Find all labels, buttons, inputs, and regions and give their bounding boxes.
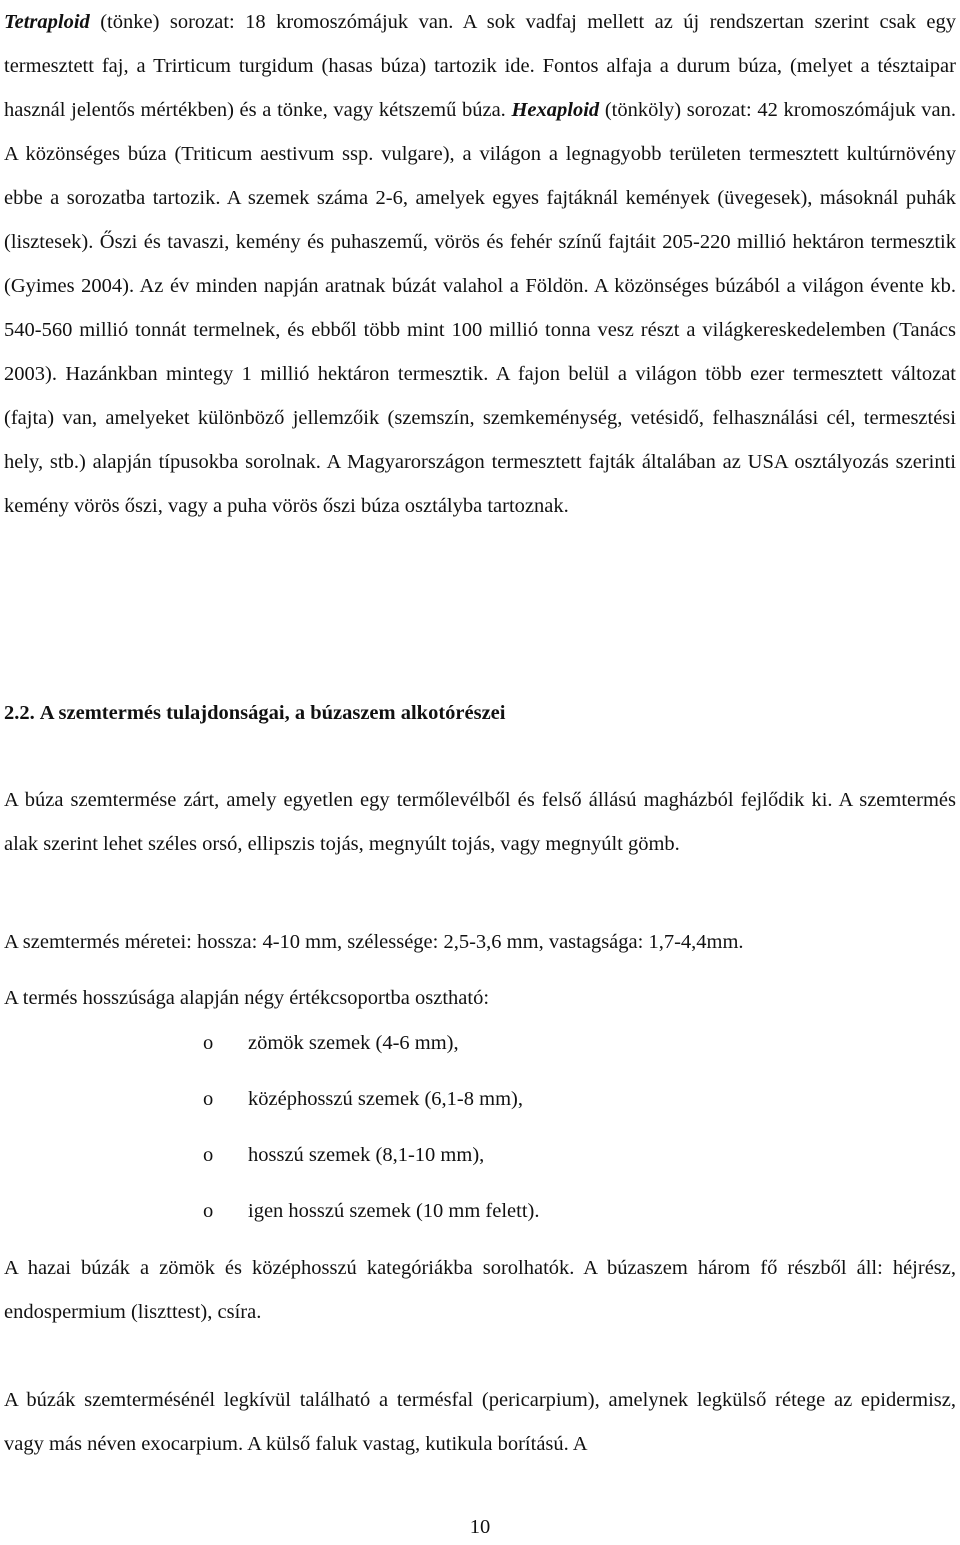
paragraph-grain-dimensions: A szemtermés méretei: hossza: 4-10 mm, szélessége: 2,5-3,6 mm, vastagsága: 1,7-4,4mm.: [4, 931, 744, 953]
bullet-icon: o: [203, 1032, 214, 1054]
hexaploid-description: (tönköly) sorozat: 42 kromoszómájuk van. A közönséges búza (Triticum aestivum ssp. vulgare), a világon a legnagyobb területen termesztett kultúrnövény ebbe a sorozatba tartozik. A szemek száma 2-6, amelyek egyes fajtáknál kemények (üvegesek), másoknál puhák (lisztesek). Őszi és tavaszi, kemény és puhaszemű, vörös és fehér színű fajtáit 205-220 millió hektáron termesztik (Gyimes 2004). Az év minden napján aratnak búzát valahol a Földön. A közönséges búzából a világon évente kb. 540-560 millió tonnát termelnek, és ebből több mint 100 millió tonna vesz részt a világkereskedelemben (Tanács 2003). Hazánkban mintegy 1 millió hektáron termesztik. A fajon belül a világon több ezer termesztett változat (fajta) van, amelyeket különböző jellemzőik (szemszín, szemkeménység, vetésidő, felhasználási cél, termesztési hely, stb.) alapján típusokba sorolnak. A Magyarországon termesztett fajták általában az USA osztályozás szerinti kemény vörös őszi, vagy a puha vörös őszi búza osztályba tartoznak.: [4, 99, 956, 517]
list-item-text: zömök szemek (4-6 mm),: [248, 1032, 459, 1054]
list-item: [0, 1189, 960, 1245]
paragraph-length-groups-intro: A termés hosszúsága alapján négy értékcsoportba osztható:: [4, 987, 490, 1009]
page-number: 10: [469, 1516, 491, 1538]
bullet-icon: o: [203, 1144, 214, 1166]
section-heading: [4, 695, 505, 731]
list-item: [0, 1133, 960, 1189]
paragraph-ploidy-series: [4, 0, 956, 528]
paragraph-pericarp: A búzák szemtermésénél legkívül található a termésfal (pericarpium), amelynek legkülső rétege az epidermisz, vagy más néven exocarpium. A külső faluk vastag, kutikula borítású. A: [4, 1389, 956, 1455]
term-hexaploid: Hexaploid: [511, 99, 600, 121]
list-item-text: hosszú szemek (8,1-10 mm),: [248, 1144, 485, 1166]
term-tetraploid: Tetraploid: [4, 11, 90, 33]
tetraploid-description: (tönke) sorozat: 18 kromoszómájuk van. A sok vadfaj mellett az új rendszertan szerint csak egy termesztett faj, a Trirticum turgidum (hasas búza) tartozik ide. Fontos alfaja a durum búza, (melyet a tésztaipar használ jelentős mértékben) és a tönke, vagy kétszemű búza.: [4, 11, 956, 121]
list-item: [0, 1077, 960, 1133]
bullet-icon: o: [203, 1200, 214, 1222]
paragraph-grain-shape: A búza szemtermése zárt, amely egyetlen egy termőlevélből és felső állású magházból fejlődik ki. A szemtermés alak szerint lehet széles orsó, ellipszis tojás, megnyúlt tojás, vagy megnyúlt gömb.: [4, 789, 956, 855]
list-item: [0, 1021, 960, 1077]
list-item-text: igen hosszú szemek (10 mm felett).: [248, 1200, 540, 1222]
section-number: 2.2.: [4, 702, 35, 724]
paragraph-domestic-wheat: A hazai búzák a zömök és középhosszú kategóriákba sorolhatók. A búzaszem három fő részből áll: héjrész, endospermium (liszttest), csíra.: [4, 1257, 956, 1323]
section-title: A szemtermés tulajdonságai, a búzaszem alkotórészei: [39, 702, 506, 724]
length-groups-list: [0, 1021, 960, 1245]
list-item-text: középhosszú szemek (6,1-8 mm),: [248, 1088, 523, 1110]
bullet-icon: o: [203, 1088, 214, 1110]
